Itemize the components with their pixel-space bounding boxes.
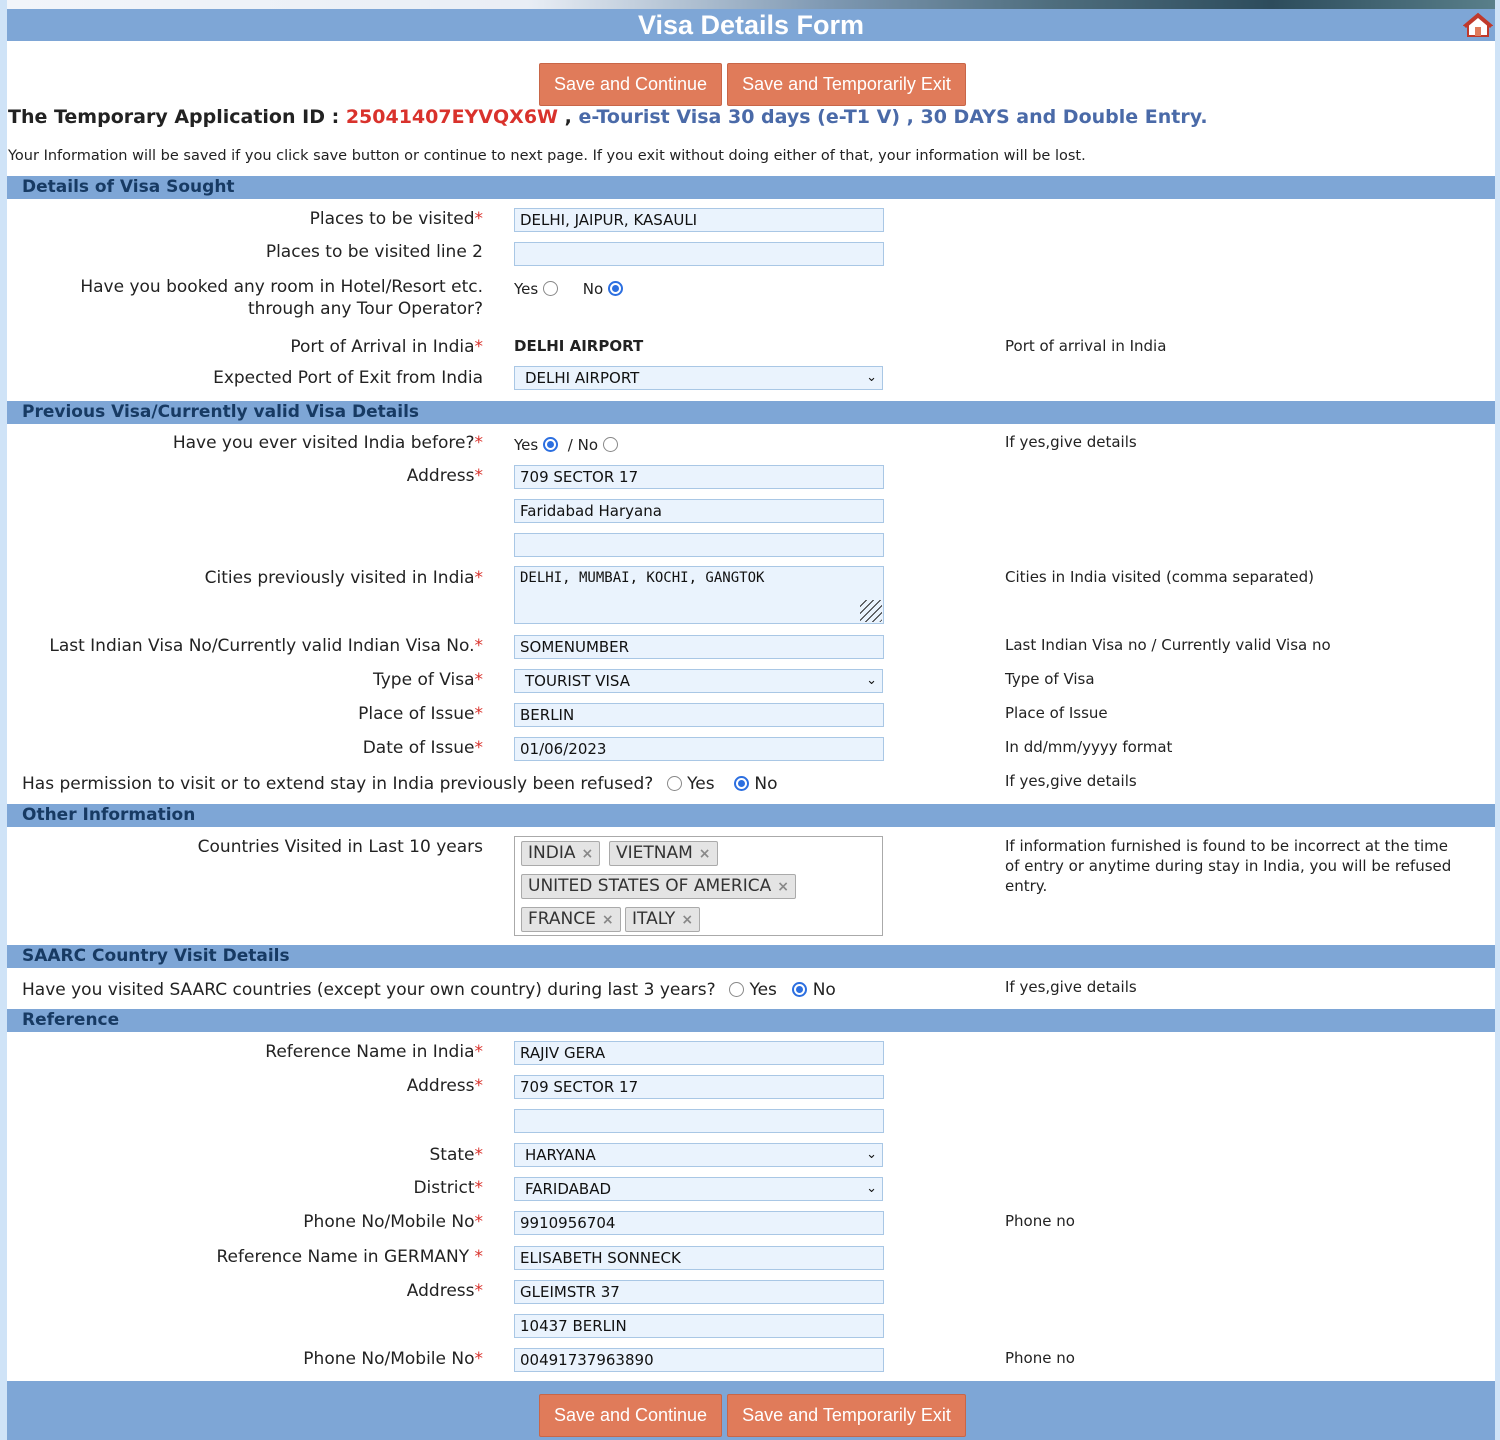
country-tag[interactable]: VIETNAM × [609, 841, 718, 866]
ref-phone-hint: Phone no [1005, 1212, 1075, 1230]
incorrect-info-hint: If information furnished is found to be incorrect at the time of entry or anytime during stay in India, you will be refused entry. [1005, 837, 1452, 895]
visited-yes-radio[interactable] [543, 437, 558, 452]
prev-address-label: Address* [406, 466, 483, 486]
save-continue-button-bottom[interactable]: Save and Continue [539, 1394, 722, 1437]
chevron-down-icon: ⌄ [866, 673, 877, 688]
visa-no-input[interactable]: SOMENUMBER [514, 635, 884, 659]
place-issue-input[interactable]: BERLIN [514, 703, 884, 727]
home-phone-input[interactable]: 00491737963890 [514, 1348, 884, 1372]
hotel-booked-label: Have you booked any room in Hotel/Resort etc. through any Tour Operator? [80, 277, 483, 319]
hotel-radio-group: Yes No [514, 280, 623, 298]
visa-type-hint: Type of Visa [1005, 670, 1095, 688]
refused-no-radio[interactable] [734, 776, 749, 791]
save-info-note: Your Information will be saved if you click save button or continue to next page. If you exit without doing either of that, your information will be lost. [8, 148, 1086, 164]
places-input[interactable]: DELHI, JAIPUR, KASAULI [514, 208, 884, 232]
section-other-info: Other Information [7, 804, 1495, 827]
home-address-label: Address* [406, 1281, 483, 1301]
prev-address-line3[interactable] [514, 533, 884, 557]
ref-name-india-input[interactable]: RAJIV GERA [514, 1041, 884, 1065]
home-icon[interactable] [1463, 12, 1493, 38]
state-label: State* [429, 1145, 483, 1165]
date-issue-input[interactable]: 01/06/2023 [514, 737, 884, 761]
ref-address-line1[interactable]: 709 SECTOR 17 [514, 1075, 884, 1099]
place-issue-label: Place of Issue* [358, 704, 483, 724]
cities-textarea[interactable]: DELHI, MUMBAI, KOCHI, GANGTOK [514, 566, 884, 624]
ref-phone-label: Phone No/Mobile No* [303, 1212, 483, 1232]
countries-multiselect[interactable] [514, 836, 883, 936]
state-select[interactable]: HARYANA ⌄ [514, 1143, 883, 1167]
visa-type-description: e-Tourist Visa 30 days (e-T1 V) , 30 DAYS and Double Entry. [578, 106, 1208, 128]
chevron-down-icon: ⌄ [866, 1147, 877, 1162]
form-title: Visa Details Form [637, 10, 865, 40]
visa-form-page [7, 0, 1495, 1440]
places2-input[interactable] [514, 242, 884, 266]
visa-type-label: Type of Visa* [373, 670, 483, 690]
ref-address-line2[interactable] [514, 1109, 884, 1133]
saarc-no-radio[interactable] [792, 982, 807, 997]
district-label: District* [413, 1178, 483, 1198]
ref-name-india-label: Reference Name in India* [265, 1042, 483, 1062]
ref-name-home-input[interactable]: ELISABETH SONNECK [514, 1246, 884, 1270]
visited-no-radio[interactable] [603, 437, 618, 452]
exit-port-label: Expected Port of Exit from India [213, 368, 483, 388]
application-id-label: The Temporary Application ID : [8, 106, 340, 128]
close-icon[interactable]: × [601, 912, 614, 928]
cities-hint: Cities in India visited (comma separated) [1005, 568, 1315, 586]
date-issue-label: Date of Issue* [362, 738, 483, 758]
arrival-value: DELHI AIRPORT [514, 337, 644, 355]
visa-type-select[interactable]: TOURIST VISA ⌄ [514, 669, 883, 693]
refused-question: Has permission to visit or to extend stay in India previously been refused? Yes No [22, 774, 778, 794]
ref-name-home-label: Reference Name in GERMANY * [216, 1247, 483, 1267]
hotel-no-radio[interactable] [608, 281, 623, 296]
visited-hint: If yes,give details [1005, 433, 1137, 451]
saarc-yes-radio[interactable] [729, 982, 744, 997]
form-title-bar [7, 9, 1495, 41]
places2-label: Places to be visited line 2 [265, 242, 483, 262]
country-tag[interactable]: UNITED STATES OF AMERICA × [521, 874, 796, 899]
arrival-hint: Port of arrival in India [1005, 337, 1167, 355]
visa-no-label: Last Indian Visa No/Currently valid Indian Visa No.* [49, 636, 483, 656]
close-icon[interactable]: × [681, 912, 694, 928]
close-icon[interactable]: × [777, 879, 789, 895]
application-id-line [8, 106, 1208, 128]
prev-address-line1[interactable]: 709 SECTOR 17 [514, 465, 884, 489]
countries-label: Countries Visited in Last 10 years [197, 837, 483, 857]
close-icon[interactable]: × [581, 846, 594, 862]
application-id-value: 25041407EYVQX6W [345, 106, 558, 128]
refused-yes-radio[interactable] [667, 776, 682, 791]
country-tag[interactable]: ITALY × [625, 907, 700, 932]
places-label: Places to be visited* [309, 209, 483, 229]
cities-label: Cities previously visited in India* [204, 568, 483, 588]
saarc-hint: If yes,give details [1005, 978, 1137, 996]
resize-grip-icon[interactable] [860, 600, 882, 622]
country-tag[interactable]: INDIA × [521, 841, 600, 866]
country-tag[interactable]: FRANCE × [521, 907, 621, 932]
ref-address-label: Address* [406, 1076, 483, 1096]
chevron-down-icon: ⌄ [866, 1181, 877, 1196]
save-exit-button-bottom[interactable]: Save and Temporarily Exit [727, 1394, 966, 1437]
save-exit-button-top[interactable]: Save and Temporarily Exit [727, 63, 966, 106]
home-phone-hint: Phone no [1005, 1349, 1075, 1367]
section-visa-sought: Details of Visa Sought [7, 176, 1495, 199]
visited-before-label: Have you ever visited India before?* [172, 433, 483, 453]
place-issue-hint: Place of Issue [1005, 704, 1108, 722]
home-address-line2[interactable]: 10437 BERLIN [514, 1314, 884, 1338]
prev-address-line2[interactable]: Faridabad Haryana [514, 499, 884, 523]
district-select[interactable]: FARIDABAD ⌄ [514, 1177, 883, 1201]
close-icon[interactable]: × [698, 846, 711, 862]
arrival-label: Port of Arrival in India* [290, 337, 483, 357]
hotel-yes-radio[interactable] [543, 281, 558, 296]
home-phone-label: Phone No/Mobile No* [303, 1349, 483, 1369]
visa-no-hint: Last Indian Visa no / Currently valid Visa no [1005, 636, 1331, 654]
header-banner [7, 0, 1495, 9]
saarc-question: Have you visited SAARC countries (except your own country) during last 3 years? Yes No [22, 980, 836, 1000]
application-id-separator: , [564, 106, 572, 128]
visited-before-radio-group: Yes / No [514, 436, 618, 454]
section-saarc: SAARC Country Visit Details [7, 945, 1495, 968]
section-reference: Reference [7, 1009, 1495, 1032]
save-continue-button-top[interactable]: Save and Continue [539, 63, 722, 106]
exit-port-select[interactable]: DELHI AIRPORT ⌄ [514, 366, 883, 390]
date-issue-hint: In dd/mm/yyyy format [1005, 738, 1173, 756]
ref-phone-input[interactable]: 9910956704 [514, 1211, 884, 1235]
section-previous-visa: Previous Visa/Currently valid Visa Details [7, 401, 1495, 424]
chevron-down-icon: ⌄ [866, 370, 877, 385]
refused-hint: If yes,give details [1005, 772, 1137, 790]
home-address-line1[interactable]: GLEIMSTR 37 [514, 1280, 884, 1304]
